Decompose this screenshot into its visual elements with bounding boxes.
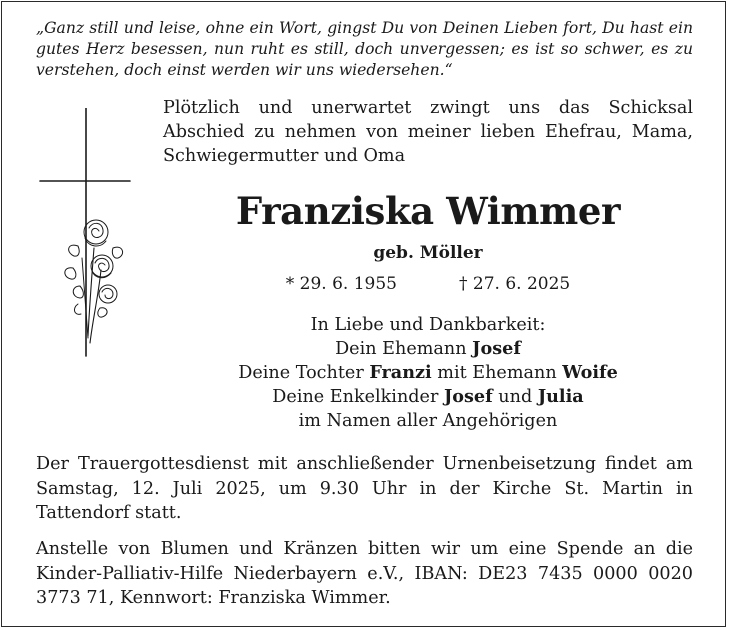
relation-label: Deine Tochter xyxy=(238,363,370,383)
relation-label: Dein Ehemann xyxy=(335,339,473,359)
birth-date: * 29. 6. 1955 xyxy=(285,274,397,294)
maiden-name: geb. Möller xyxy=(373,243,483,263)
mourners-heading: In Liebe und Dankbarkeit: xyxy=(310,315,546,335)
mourner-grandchildren xyxy=(163,385,693,409)
mourner-name: Franzi xyxy=(369,362,432,383)
announcement-intro: Plötzlich und unerwartet zwingt uns das Schicksal Abschied zu nehmen von meiner lieben Ehefrau, Mama, Schwiegermutter und Oma xyxy=(163,98,693,166)
life-dates xyxy=(163,271,693,297)
relation-label: mit Ehemann xyxy=(431,363,563,383)
mourners-closing: im Namen aller Angehörigen xyxy=(298,411,558,431)
cross-with-roses-icon xyxy=(38,108,138,363)
mourner-daughter xyxy=(163,361,693,385)
mourner-husband xyxy=(163,337,693,361)
relation-label: Deine Enkelkinder xyxy=(272,387,444,407)
mourner-name: Josef xyxy=(443,386,493,407)
funeral-service-info: Der Trauergottesdienst mit anschließender Urnenbeisetzung findet am Samstag, 12. Juli 2025, um 9.30 Uhr in der Kirche St. Martin in Tattendorf statt. xyxy=(36,454,693,523)
mourner-name: Woife xyxy=(562,362,618,383)
mourners-list xyxy=(163,313,693,433)
deceased-name: Franziska Wimmer xyxy=(235,189,621,233)
donation-request: Anstelle von Blumen und Kränzen bitten wir um eine Spende an die Kinder-Palliativ-Hilfe Niederbayern e.V., IBAN: DE23 7435 0000 0020 3773 71, Kennwort: Franziska Wimmer. xyxy=(36,539,693,608)
memorial-quote: „Ganz still und leise, ohne ein Wort, gingst Du von Deinen Lieben fort, Du hast ein gutes Herz besessen, nun ruht es still, doch unvergessen; es ist so schwer, es zu verstehen, doch einst werden wir uns wiedersehen.“ xyxy=(36,19,693,79)
mourner-name: Josef xyxy=(472,338,521,359)
relation-label: und xyxy=(492,387,538,407)
mourner-name: Julia xyxy=(537,386,584,407)
death-date: † 27. 6. 2025 xyxy=(459,274,571,294)
